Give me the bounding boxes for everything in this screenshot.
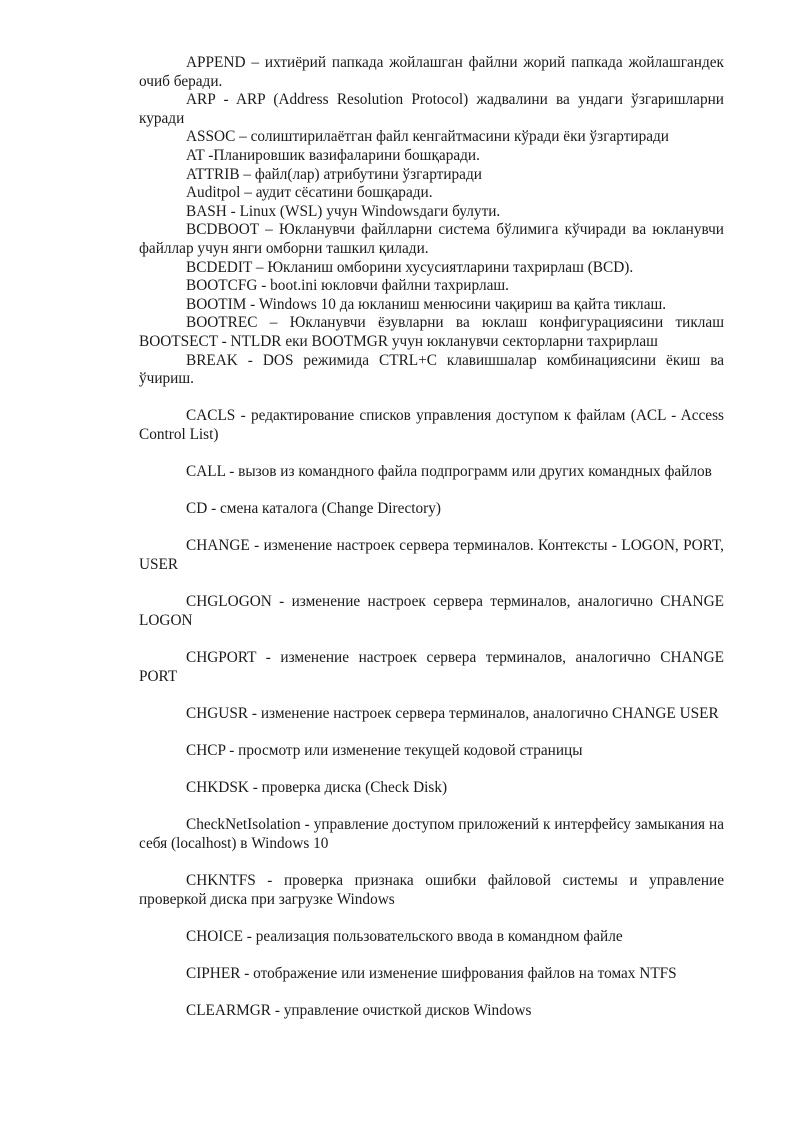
command-name: BOOTREC bbox=[186, 314, 258, 332]
separator: – bbox=[240, 184, 256, 202]
paragraph-gap bbox=[139, 761, 724, 780]
separator: - bbox=[271, 1002, 284, 1020]
entry-auditpol bbox=[139, 184, 724, 203]
command-name: BCDBOOT bbox=[186, 221, 259, 239]
entry-choice bbox=[139, 928, 724, 947]
command-description: Linux (WSL) учун Windowsдаги булути. bbox=[239, 202, 501, 220]
separator: - bbox=[257, 277, 271, 295]
paragraph-gap bbox=[139, 444, 724, 463]
paragraph-gap bbox=[139, 630, 724, 649]
command-description: изменение настроек сервера терминалов, аналогично CHANGE USER bbox=[260, 704, 719, 722]
command-name: CD bbox=[186, 500, 208, 518]
entry-call bbox=[139, 463, 724, 482]
command-description: boot.ini юкловчи файлни тахрирлаш. bbox=[270, 277, 509, 295]
separator: - bbox=[226, 202, 240, 220]
command-description: ихтиёрий папкада жойлашган файлни жорий папкада жойлашгандек очиб беради. bbox=[139, 54, 724, 90]
separator: - bbox=[246, 295, 259, 313]
command-description: DOS режимида CTRL+C клавишшалар комбинациясини ёкиш ва ўчириш. bbox=[139, 351, 725, 388]
separator: - bbox=[248, 704, 261, 722]
entry-bootim bbox=[139, 296, 724, 315]
command-description: смена каталога (Change Directory) bbox=[220, 500, 441, 518]
separator: - bbox=[204, 146, 214, 164]
entry-chkdsk bbox=[139, 779, 724, 798]
paragraph-gap bbox=[139, 947, 724, 966]
separator: - bbox=[207, 500, 220, 518]
paragraph-gap bbox=[139, 984, 724, 1003]
command-description: Планировшик вазифаларини бошқаради. bbox=[213, 146, 480, 164]
entry-bcdedit bbox=[139, 259, 724, 278]
command-name: CALL bbox=[186, 463, 226, 481]
entry-checknetisolation bbox=[139, 816, 724, 853]
command-description: Юкланиш омборини хусусиятларини тахрирлаш (BCD). bbox=[267, 258, 634, 276]
document-page bbox=[139, 54, 724, 1021]
entry-bash bbox=[139, 203, 724, 222]
separator: - bbox=[225, 741, 239, 759]
command-description: проверка признака ошибки файловой системы и управление проверкой диска при загрузке Windows bbox=[139, 872, 724, 908]
separator: – bbox=[245, 54, 265, 71]
command-name: CACLS bbox=[186, 407, 236, 425]
command-name: CHANGE bbox=[186, 537, 250, 555]
paragraph-gap bbox=[139, 723, 724, 742]
command-description: реализация пользовательского ввода в командном файле bbox=[255, 927, 623, 945]
command-name: AT bbox=[186, 146, 205, 164]
command-name: ARP bbox=[186, 91, 216, 109]
command-description: редактирование списков управления доступом к файлам (ACL - Access Control List) bbox=[139, 407, 724, 443]
entry-bootrec bbox=[139, 314, 724, 351]
command-description: проверка диска (Check Disk) bbox=[261, 779, 448, 797]
command-name: ATTRIB bbox=[186, 165, 240, 183]
command-description: Юкланувчи ёзувларни ва юклаш конфигурациясини тиклаш BOOTSECT - NTLDR еки BOOTMGR учун юкланувчи секторларни тахрирлаш bbox=[139, 314, 724, 350]
separator: - bbox=[215, 91, 236, 109]
command-description: Юкланувчи файлларни система бўлимига кўчиради ва юкланувчи файллар учун янги омборни ташкил қилади. bbox=[139, 221, 724, 257]
command-name: CHOICE bbox=[186, 927, 243, 945]
paragraph-gap bbox=[139, 798, 724, 817]
separator: - bbox=[225, 463, 239, 481]
command-description: управление доступом приложений к интерфейсу замыкания на себя (localhost) в Windows 10 bbox=[139, 816, 724, 852]
paragraph-gap bbox=[139, 854, 724, 873]
command-name: APPEND bbox=[186, 54, 246, 71]
paragraph-gap bbox=[139, 482, 724, 501]
entry-cipher bbox=[139, 965, 724, 984]
paragraph-gap bbox=[139, 519, 724, 538]
separator: - bbox=[242, 927, 256, 945]
separator: - bbox=[240, 965, 254, 983]
command-description: вызов из командного файла подпрограмм или других командных файлов bbox=[238, 463, 712, 481]
command-name: CHKDSK bbox=[186, 779, 249, 797]
command-name: CIPHER bbox=[186, 965, 241, 983]
command-description: изменение настроек сервера терминалов. Контексты - LOGON, PORT, USER bbox=[139, 537, 724, 574]
entry-attrib bbox=[139, 166, 724, 185]
command-name: CHKNTFS bbox=[186, 872, 256, 890]
entry-chcp bbox=[139, 742, 724, 761]
command-name: CHCP bbox=[186, 741, 226, 759]
command-name: BCDEDIT bbox=[186, 258, 253, 276]
separator: - bbox=[300, 816, 314, 834]
entry-cd bbox=[139, 500, 724, 519]
command-name: BOOTCFG bbox=[186, 277, 258, 295]
command-name: CheckNetIsolation bbox=[186, 816, 301, 834]
entry-bcdboot bbox=[139, 221, 724, 258]
separator: - bbox=[255, 872, 284, 890]
command-description: ARP (Address Resolution Protocol) жадвалини ва ундаги ўзгаришларни куради bbox=[139, 91, 724, 127]
paragraph-gap bbox=[139, 909, 724, 928]
separator: – bbox=[235, 128, 251, 146]
paragraph-gap bbox=[139, 575, 724, 594]
entry-append bbox=[139, 54, 724, 91]
command-name: CHGLOGON bbox=[186, 593, 272, 611]
command-description: управление очисткой дисков Windows bbox=[283, 1002, 532, 1020]
command-name: CHGUSR bbox=[186, 704, 249, 722]
entry-at bbox=[139, 147, 724, 166]
command-name: ASSOC bbox=[186, 128, 236, 146]
command-description: отображение или изменение шифрования файлов на томах NTFS bbox=[253, 965, 677, 983]
command-description: аудит сёсатини бошқаради. bbox=[255, 184, 433, 202]
separator: - bbox=[249, 537, 264, 555]
entry-cacls bbox=[139, 407, 724, 444]
command-name: BOOTIM bbox=[186, 295, 247, 313]
entry-change bbox=[139, 537, 724, 574]
command-description: просмотр или изменение текущей кодовой страницы bbox=[238, 741, 583, 759]
separator: - bbox=[256, 649, 281, 666]
entry-bootcfg bbox=[139, 277, 724, 296]
separator: – bbox=[258, 221, 279, 239]
separator: - bbox=[248, 779, 262, 797]
entry-assoc bbox=[139, 128, 724, 147]
command-description: солиштирилаётган файл кенгайтмасини кўради ёки ўзгартиради bbox=[250, 128, 669, 146]
paragraph-gap bbox=[139, 389, 724, 408]
separator: – bbox=[239, 165, 255, 183]
entry-chglogon bbox=[139, 593, 724, 630]
entry-break bbox=[139, 352, 724, 389]
command-name: BASH bbox=[186, 202, 227, 220]
entry-chgusr bbox=[139, 705, 724, 724]
entry-clearmgr bbox=[139, 1002, 724, 1021]
separator: - bbox=[271, 593, 292, 611]
paragraph-gap bbox=[139, 686, 724, 705]
command-description: файл(лар) атрибутини ўзгартиради bbox=[254, 165, 482, 183]
command-description: Windows 10 да юкланиш менюсини чақириш ва қайта тиклаш. bbox=[258, 295, 667, 313]
entry-arp bbox=[139, 91, 724, 128]
entry-chgport bbox=[139, 649, 724, 686]
command-name: Auditpol bbox=[186, 184, 241, 202]
separator: – bbox=[257, 314, 290, 332]
command-name: CLEARMGR bbox=[186, 1002, 271, 1020]
command-description: изменение настроек сервера терминалов, аналогично CHANGE LOGON bbox=[139, 593, 724, 629]
separator: – bbox=[252, 258, 268, 276]
command-name: BREAK bbox=[186, 351, 238, 369]
command-name: CHGPORT bbox=[186, 649, 257, 666]
separator: - bbox=[235, 407, 251, 425]
entry-chkntfs bbox=[139, 872, 724, 909]
separator: - bbox=[237, 351, 263, 369]
command-description: изменение настроек сервера терминалов, аналогично CHANGE PORT bbox=[139, 649, 724, 685]
